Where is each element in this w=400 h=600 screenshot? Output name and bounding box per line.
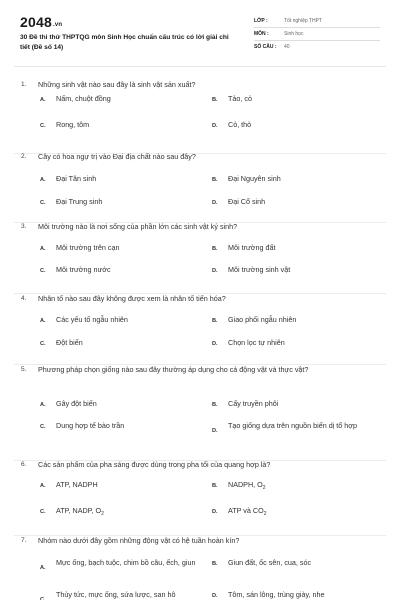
- option-letter: D.: [212, 200, 218, 206]
- option-letter: B.: [212, 561, 218, 567]
- option-text: Môi trường trên cạn: [56, 243, 120, 252]
- meta-count: [254, 41, 380, 53]
- question-text: Cây có hoa ngự trị vào Đại địa chất nào sau đây?: [38, 152, 196, 161]
- option-letter: A.: [40, 565, 46, 571]
- option-text: Đại Cổ sinh: [228, 197, 266, 206]
- site-logo[interactable]: 2048.vn: [20, 14, 63, 30]
- option-letter: B.: [212, 318, 218, 324]
- option-letter: C.: [40, 200, 46, 206]
- option-letter: D.: [212, 593, 218, 599]
- option-text: Rong, tôm: [56, 120, 90, 129]
- option-letter: D.: [212, 509, 218, 515]
- option-text: Tôm, sán lông, trùng giày, nhe: [228, 590, 325, 599]
- option-text: Cấy truyền phôi: [228, 399, 279, 408]
- question-text: Nhóm nào dưới đây gồm những động vật có hệ tuần hoàn kín?: [38, 536, 240, 545]
- question-number: 3.: [21, 223, 27, 230]
- option-letter: A.: [40, 402, 46, 408]
- meta-value: Sinh học: [284, 31, 304, 37]
- option-text: ATP, NADP, $O_2$: [56, 506, 104, 517]
- question-number: 6.: [21, 461, 27, 468]
- option-text: Đột biến: [56, 338, 83, 347]
- option-letter: A.: [40, 177, 46, 183]
- option-letter: C.: [40, 597, 46, 600]
- option-text: Chọn lọc tự nhiên: [228, 338, 285, 347]
- option-letter: B.: [212, 177, 218, 183]
- meta-value: 40: [284, 44, 290, 50]
- option-text: Cỏ, thỏ: [228, 120, 252, 129]
- option-letter: C.: [40, 509, 46, 515]
- question-number: 7.: [21, 537, 27, 544]
- option-letter: D.: [212, 268, 218, 274]
- meta-class: [254, 15, 380, 28]
- option-letter: B.: [212, 246, 218, 252]
- meta-value: Tốt nghiệp THPT: [284, 18, 322, 24]
- option-text: Thủy tức, mực ống, sứa lược, san hô: [56, 590, 176, 599]
- question-text: Nhân tố nào sau đây không được xem là nhân tố tiến hóa?: [38, 294, 226, 303]
- option-letter: B.: [212, 402, 218, 408]
- option-letter: A.: [40, 246, 46, 252]
- question-number: 1.: [21, 81, 27, 88]
- exam-title: 30 Đề thi thử THPTQG môn Sinh Học chuẩn cấu trúc có lời giải chi tiết (Đề số 14): [20, 34, 229, 51]
- option-letter: C.: [40, 268, 46, 274]
- option-text: Giao phối ngẫu nhiên: [228, 315, 297, 324]
- option-letter: C.: [40, 341, 46, 347]
- option-text: ATP và $CO_2$: [228, 506, 267, 517]
- option-text: Môi trường nước: [56, 265, 111, 274]
- option-text: Môi trường sinh vật: [228, 265, 291, 274]
- question-text: Các sản phẩm của pha sáng được dùng trong pha tối của quang hợp là?: [38, 460, 271, 469]
- option-text: Mực ống, bạch tuộc, chim bồ câu, ếch, giun: [56, 558, 196, 567]
- option-letter: D.: [212, 341, 218, 347]
- question-number: 5.: [21, 366, 27, 373]
- exam-header: [0, 0, 400, 66]
- option-text: Giun đất, ốc sên, cua, sóc: [228, 558, 312, 567]
- option-text: Nấm, chuột đồng: [56, 94, 111, 103]
- option-letter: C.: [40, 123, 46, 129]
- option-text: Gây đột biến: [56, 399, 97, 408]
- option-letter: B.: [212, 97, 218, 103]
- question-text: Môi trường nào là nơi sống của phần lớn các sinh vật ký sinh?: [38, 222, 238, 231]
- option-text: Các yếu tố ngẫu nhiên: [56, 315, 128, 324]
- option-text: Dung hợp tế bào trần: [56, 421, 125, 430]
- meta-label: MÔN :: [254, 31, 269, 37]
- option-letter: D.: [212, 428, 218, 434]
- question-number: 4.: [21, 295, 27, 302]
- option-letter: D.: [212, 123, 218, 129]
- option-letter: A.: [40, 97, 46, 103]
- question-text: Phương pháp chọn giống nào sau đây thường áp dụng cho cả động vật và thực vật?: [38, 365, 309, 374]
- option-text: ATP, NADPH: [56, 480, 98, 489]
- exam-meta: [254, 15, 380, 53]
- option-text: Tảo, cỏ: [228, 94, 252, 103]
- option-letter: A.: [40, 483, 46, 489]
- option-text: NADPH, $O_2$: [228, 480, 266, 491]
- question-text: Những sinh vật nào sau đây là sinh vật sản xuất?: [38, 80, 196, 89]
- question-number: 2.: [21, 153, 27, 160]
- option-text: Đại Tân sinh: [56, 174, 97, 183]
- meta-label: LỚP :: [254, 18, 268, 24]
- meta-label: SỐ CÂU :: [254, 44, 277, 50]
- option-text: Tạo giống dựa trên nguồn biến dị tổ hợp: [228, 421, 358, 430]
- option-text: Đại Trung sinh: [56, 197, 103, 206]
- option-text: Môi trường đất: [228, 243, 276, 252]
- option-text: Đại Nguyên sinh: [228, 174, 281, 183]
- header-divider: [14, 66, 386, 67]
- meta-subject: [254, 28, 380, 41]
- option-letter: C.: [40, 424, 46, 430]
- option-letter: A.: [40, 318, 46, 324]
- option-letter: B.: [212, 483, 218, 489]
